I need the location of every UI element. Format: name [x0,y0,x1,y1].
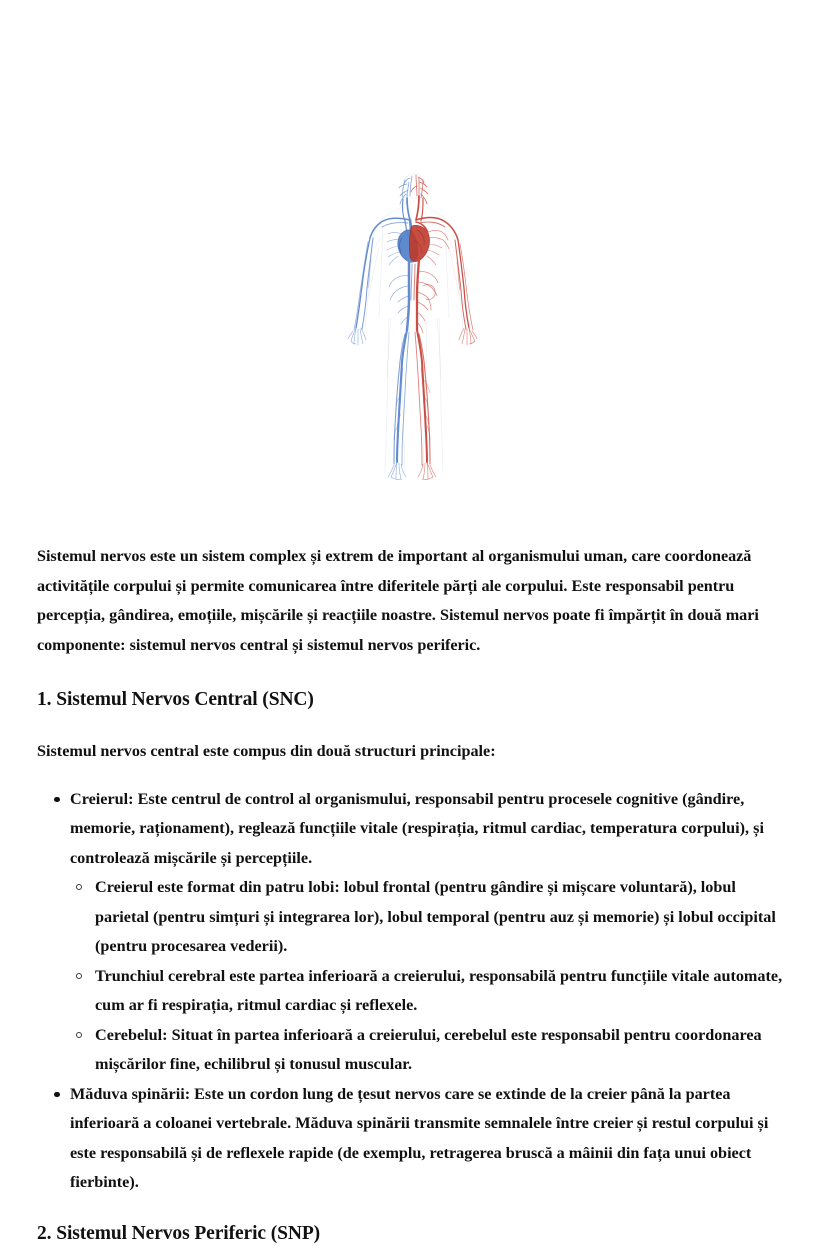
list-item-label: Creierul: Este centrul de control al organismului, responsabil pentru procesele cognitive (gândire, memorie, raționament), reglează funcțiile vitale (respirația, ritmul cardiac, temperatura corpului), și controlează mișcările și percepțiile. [70,789,764,867]
creier-sublist [70,873,792,1080]
bullet-circle-icon [76,973,82,979]
list-item-label: Creierul este format din patru lobi: lobul frontal (pentru gândire și mișcare voluntară), lobul parietal (pentru simțuri și integrarea lor), lobul temporal (pentru auz și memorie) și lobul occipital (pentru procesarea vederii). [95,878,776,955]
circulatory-system-illustration [339,168,489,498]
heading-sistemul-nervos-periferic: 2. Sistemul Nervos Periferic (SNP) [37,1222,321,1244]
snc-list [37,785,792,1198]
intro-paragraph: Sistemul nervos este un sistem complex și extrem de important al organismului uman, care coordonează activitățile corpului și permite comunicarea între diferitele părți ale corpului. Este responsabil pentru percepția, gândirea, emoțiile, mișcările și reacțiile noastre. Sistemul nervos poate fi împărțit în două mari componente: sistemul nervos central și sistemul nervos periferic. [37,547,759,654]
list-item-label: Trunchiul cerebral este partea inferioară a creierului, responsabilă pentru funcțiile vitale automate, cum ar fi respirația, ritmul cardiac și reflexele. [95,966,783,1014]
bullet-circle-icon [76,1032,82,1038]
list-item [70,1021,792,1080]
list-item [37,1080,792,1198]
list-item-label: Cerebelul: Situat în partea inferioară a creierului, cerebelul este responsabil pentru coordonarea mișcărilor fine, echilibrul și tonusul muscular. [95,1025,762,1073]
snc-lead-paragraph: Sistemul nervos central este compus din două structuri principale: [37,742,496,760]
figure-block [0,0,828,498]
list-item [37,785,792,1080]
bullet-disc-icon [54,797,60,803]
bullet-circle-icon [76,884,82,890]
list-item [70,962,792,1021]
bullet-disc-icon [54,1092,60,1098]
list-item [70,873,792,962]
article-content [0,542,828,1247]
heading-sistemul-nervos-central: 1. Sistemul Nervos Central (SNC) [37,689,314,710]
list-item-label: Măduva spinării: Este un cordon lung de țesut nervos care se extinde de la creier până la partea inferioară a coloanei vertebrale. Măduva spinării transmite semnalele între creier și restul corpului și este responsabilă și de reflexele rapide (de exemplu, retragerea bruscă a mâinii din fața unui obiect fierbinte). [70,1084,769,1191]
